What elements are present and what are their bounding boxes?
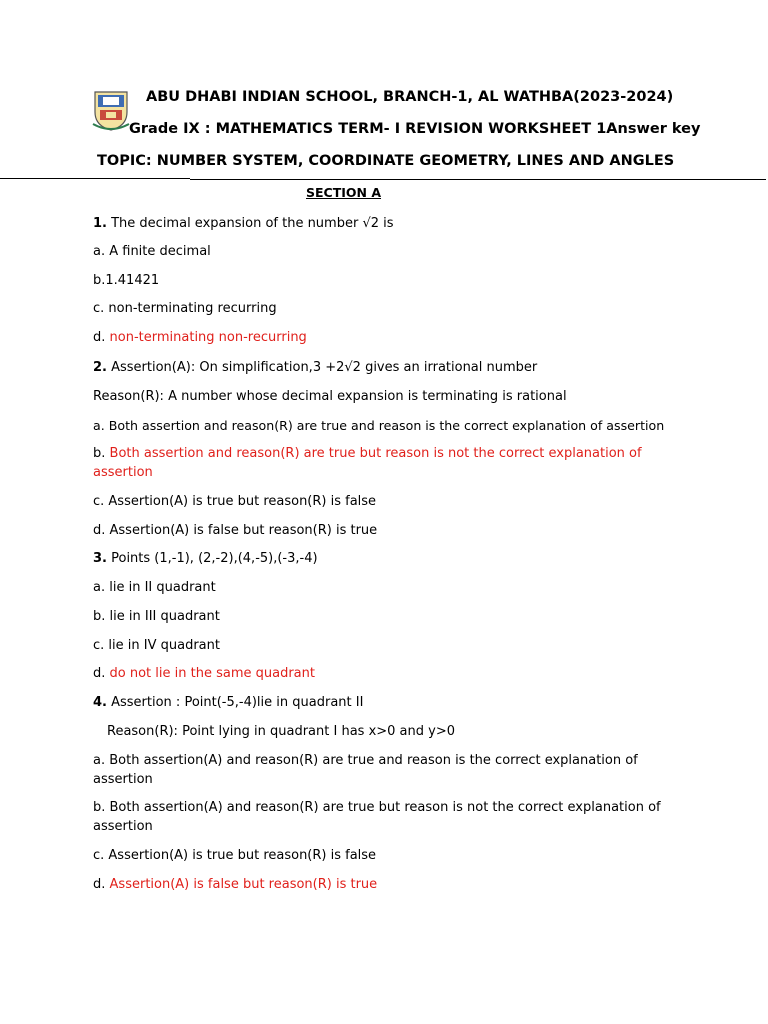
q2-option-b bbox=[93, 444, 663, 482]
header-divider-left bbox=[0, 178, 190, 179]
worksheet-title: Grade IX : MATHEMATICS TERM- I REVISION WORKSHEET 1Answer key bbox=[129, 121, 701, 137]
q3-answer: do not lie in the same quadrant bbox=[109, 666, 315, 681]
topic-line: TOPIC: NUMBER SYSTEM, COORDINATE GEOMETRY, LINES AND ANGLES bbox=[97, 153, 675, 169]
q1-option-c: c. non-terminating recurring bbox=[93, 301, 277, 316]
q3-number: 3. bbox=[93, 551, 107, 566]
q4-option-d bbox=[93, 875, 377, 894]
q2-option-d: d. Assertion(A) is false but reason(R) is true bbox=[93, 523, 378, 538]
q2-option-a: a. Both assertion and reason(R) are true and reason is the correct explanation of assertion bbox=[93, 418, 665, 433]
q1-number: 1. bbox=[93, 216, 107, 231]
q4-answer: Assertion(A) is false but reason(R) is true bbox=[109, 877, 378, 892]
q1-option-a: a. A finite decimal bbox=[93, 244, 211, 259]
q3-option-a: a. lie in II quadrant bbox=[93, 580, 216, 595]
q2-option-b-prefix: b. bbox=[93, 446, 110, 461]
school-name: ABU DHABI INDIAN SCHOOL, BRANCH-1, AL WATHBA(2023-2024) bbox=[146, 89, 674, 105]
q1-option-d-prefix: d. bbox=[93, 330, 110, 345]
q1-stem bbox=[93, 214, 394, 233]
q3-stem bbox=[93, 549, 318, 568]
q2-answer: Both assertion and reason(R) are true but reason is not the correct explanation of assertion bbox=[93, 446, 642, 480]
q2-reason: Reason(R): A number whose decimal expansion is terminating is rational bbox=[93, 389, 567, 404]
q3-option-b: b. lie in III quadrant bbox=[93, 609, 220, 624]
q3-text: Points (1,-1), (2,-2),(4,-5),(-3,-4) bbox=[106, 551, 318, 566]
q3-option-c: c. lie in IV quadrant bbox=[93, 638, 220, 653]
q3-option-d-prefix: d. bbox=[93, 666, 110, 681]
q4-stem bbox=[93, 693, 363, 712]
q2-option-c: c. Assertion(A) is true but reason(R) is false bbox=[93, 494, 377, 509]
q1-text: The decimal expansion of the number √2 is bbox=[106, 216, 394, 231]
q1-option-d bbox=[93, 328, 307, 347]
header-divider-right bbox=[190, 179, 766, 180]
q4-option-d-prefix: d. bbox=[93, 877, 110, 892]
q2-stem bbox=[93, 358, 537, 377]
q1-option-b: b.1.41421 bbox=[93, 273, 160, 288]
q4-reason: Reason(R): Point lying in quadrant I has x>0 and y>0 bbox=[107, 724, 456, 739]
q4-option-c: c. Assertion(A) is true but reason(R) is false bbox=[93, 848, 377, 863]
q4-number: 4. bbox=[93, 695, 107, 710]
school-crest-icon bbox=[92, 86, 130, 132]
q2-number: 2. bbox=[93, 360, 107, 375]
q4-option-b: b. Both assertion(A) and reason(R) are true but reason is not the correct explanation of assertion bbox=[93, 800, 661, 834]
q4-text: Assertion : Point(-5,-4)lie in quadrant II bbox=[106, 695, 364, 710]
q3-option-d bbox=[93, 664, 315, 683]
q1-answer: non-terminating non-recurring bbox=[109, 330, 307, 345]
q4-option-a: a. Both assertion(A) and reason(R) are true and reason is the correct explanation of assertion bbox=[93, 753, 638, 787]
q2-text: Assertion(A): On simplification,3 +2√2 gives an irrational number bbox=[106, 360, 538, 375]
section-title: SECTION A bbox=[306, 185, 382, 200]
